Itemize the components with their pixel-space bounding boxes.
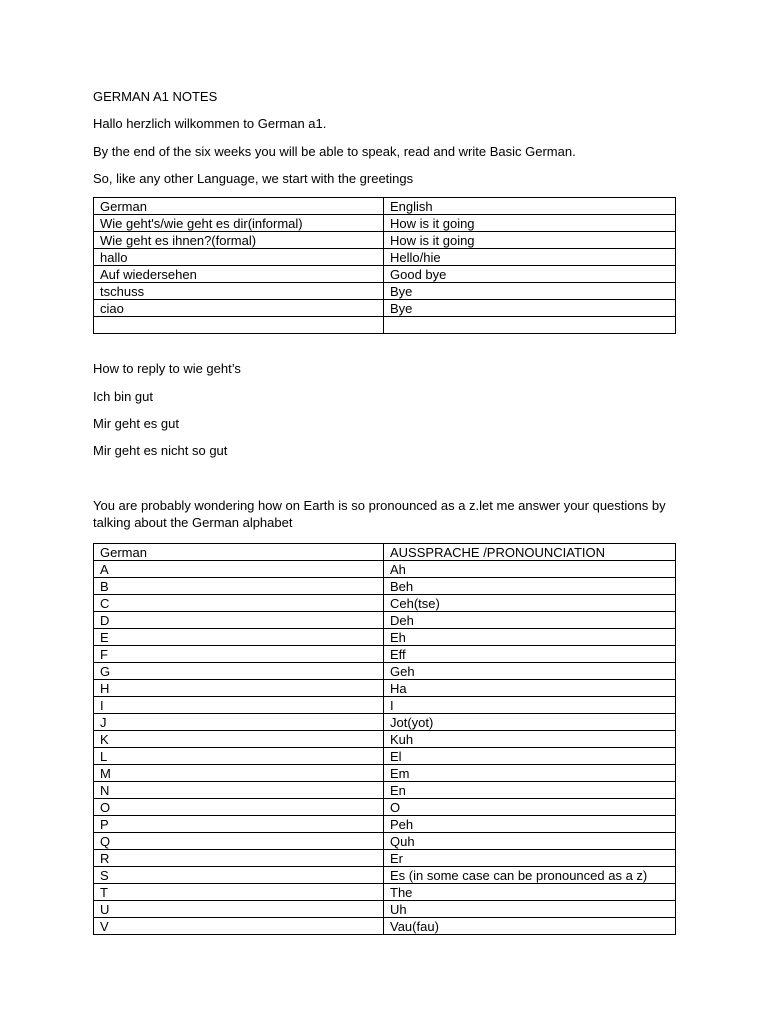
table-cell: Ceh(tse): [384, 595, 676, 612]
table-cell: I: [384, 697, 676, 714]
table-cell: Bye: [384, 283, 676, 300]
table-cell: E: [94, 629, 384, 646]
table-cell: Deh: [384, 612, 676, 629]
table-row: [94, 765, 676, 782]
table-row: [94, 232, 676, 249]
table-cell: Vau(fau): [384, 918, 676, 935]
table-cell: Ah: [384, 561, 676, 578]
table-row: [94, 714, 676, 731]
intro-line: By the end of the six weeks you will be able to speak, read and write Basic German.: [93, 144, 576, 159]
table-row: [94, 215, 676, 232]
table-row: [94, 578, 676, 595]
table-row: [94, 748, 676, 765]
table-cell: Em: [384, 765, 676, 782]
table-cell: Eff: [384, 646, 676, 663]
table-cell: hallo: [94, 249, 384, 266]
table-cell: P: [94, 816, 384, 833]
table-row: [94, 782, 676, 799]
table-cell: Wie geht es ihnen?(formal): [94, 232, 384, 249]
intro-line: So, like any other Language, we start with the greetings: [93, 171, 414, 186]
table-cell: The: [384, 884, 676, 901]
table-cell: A: [94, 561, 384, 578]
table-cell: Bye: [384, 300, 676, 317]
table-cell: En: [384, 782, 676, 799]
intro-line: Hallo herzlich wilkommen to German a1.: [93, 116, 327, 131]
table-cell: T: [94, 884, 384, 901]
table-row: [94, 850, 676, 867]
table-row: [94, 561, 676, 578]
table-row: [94, 697, 676, 714]
table-row: [94, 680, 676, 697]
reply-line: Mir geht es nicht so gut: [93, 443, 228, 458]
table-cell: [94, 317, 384, 334]
reply-line: Mir geht es gut: [93, 416, 179, 431]
table-row: [94, 249, 676, 266]
table-row: [94, 266, 676, 283]
table-row: [94, 731, 676, 748]
header-cell: German: [94, 544, 384, 561]
table-cell: Wie geht's/wie geht es dir(informal): [94, 215, 384, 232]
table-cell: N: [94, 782, 384, 799]
table-cell: G: [94, 663, 384, 680]
table-cell: C: [94, 595, 384, 612]
table-cell: O: [384, 799, 676, 816]
table-cell: I: [94, 697, 384, 714]
table-cell: Er: [384, 850, 676, 867]
table-cell: K: [94, 731, 384, 748]
header-cell: English: [384, 198, 676, 215]
table-cell: D: [94, 612, 384, 629]
table-cell: Quh: [384, 833, 676, 850]
table-cell: Eh: [384, 629, 676, 646]
table-row: [94, 816, 676, 833]
table-row: [94, 629, 676, 646]
table-row: [94, 663, 676, 680]
table-row: [94, 317, 676, 334]
table-cell: M: [94, 765, 384, 782]
table-cell: Jot(yot): [384, 714, 676, 731]
header-cell: German: [94, 198, 384, 215]
table-cell: Peh: [384, 816, 676, 833]
table-row: [94, 833, 676, 850]
table-cell: Es (in some case can be pronounced as a z): [384, 867, 676, 884]
table-row: [94, 595, 676, 612]
table-header-row: [94, 198, 676, 215]
table-cell: How is it going: [384, 215, 676, 232]
table-cell: Kuh: [384, 731, 676, 748]
table-row: [94, 283, 676, 300]
table-cell: F: [94, 646, 384, 663]
greetings-table: [93, 197, 676, 334]
table-cell: L: [94, 748, 384, 765]
alphabet-table: [93, 543, 676, 935]
table-cell: R: [94, 850, 384, 867]
header-cell: AUSSPRACHE /PRONOUNCIATION: [384, 544, 676, 561]
table-cell: J: [94, 714, 384, 731]
table-cell: Hello/hie: [384, 249, 676, 266]
alphabet-intro: You are probably wondering how on Earth is so pronounced as a z.let me answer your questions by talking about the German alphabet: [93, 498, 666, 530]
table-cell: El: [384, 748, 676, 765]
table-cell: How is it going: [384, 232, 676, 249]
table-row: [94, 646, 676, 663]
table-cell: Beh: [384, 578, 676, 595]
table-header-row: [94, 544, 676, 561]
table-cell: Geh: [384, 663, 676, 680]
table-cell: H: [94, 680, 384, 697]
table-cell: Good bye: [384, 266, 676, 283]
table-cell: S: [94, 867, 384, 884]
table-row: [94, 612, 676, 629]
reply-line: Ich bin gut: [93, 389, 153, 404]
table-row: [94, 300, 676, 317]
table-row: [94, 918, 676, 935]
table-cell: ciao: [94, 300, 384, 317]
reply-line: How to reply to wie geht’s: [93, 361, 241, 376]
table-cell: V: [94, 918, 384, 935]
table-row: [94, 901, 676, 918]
table-cell: Ha: [384, 680, 676, 697]
table-row: [94, 884, 676, 901]
document-title: GERMAN A1 NOTES: [93, 89, 218, 104]
table-cell: Uh: [384, 901, 676, 918]
table-row: [94, 799, 676, 816]
table-cell: B: [94, 578, 384, 595]
table-cell: Q: [94, 833, 384, 850]
table-cell: O: [94, 799, 384, 816]
table-cell: tschuss: [94, 283, 384, 300]
table-cell: [384, 317, 676, 334]
table-cell: U: [94, 901, 384, 918]
table-row: [94, 867, 676, 884]
table-cell: Auf wiedersehen: [94, 266, 384, 283]
